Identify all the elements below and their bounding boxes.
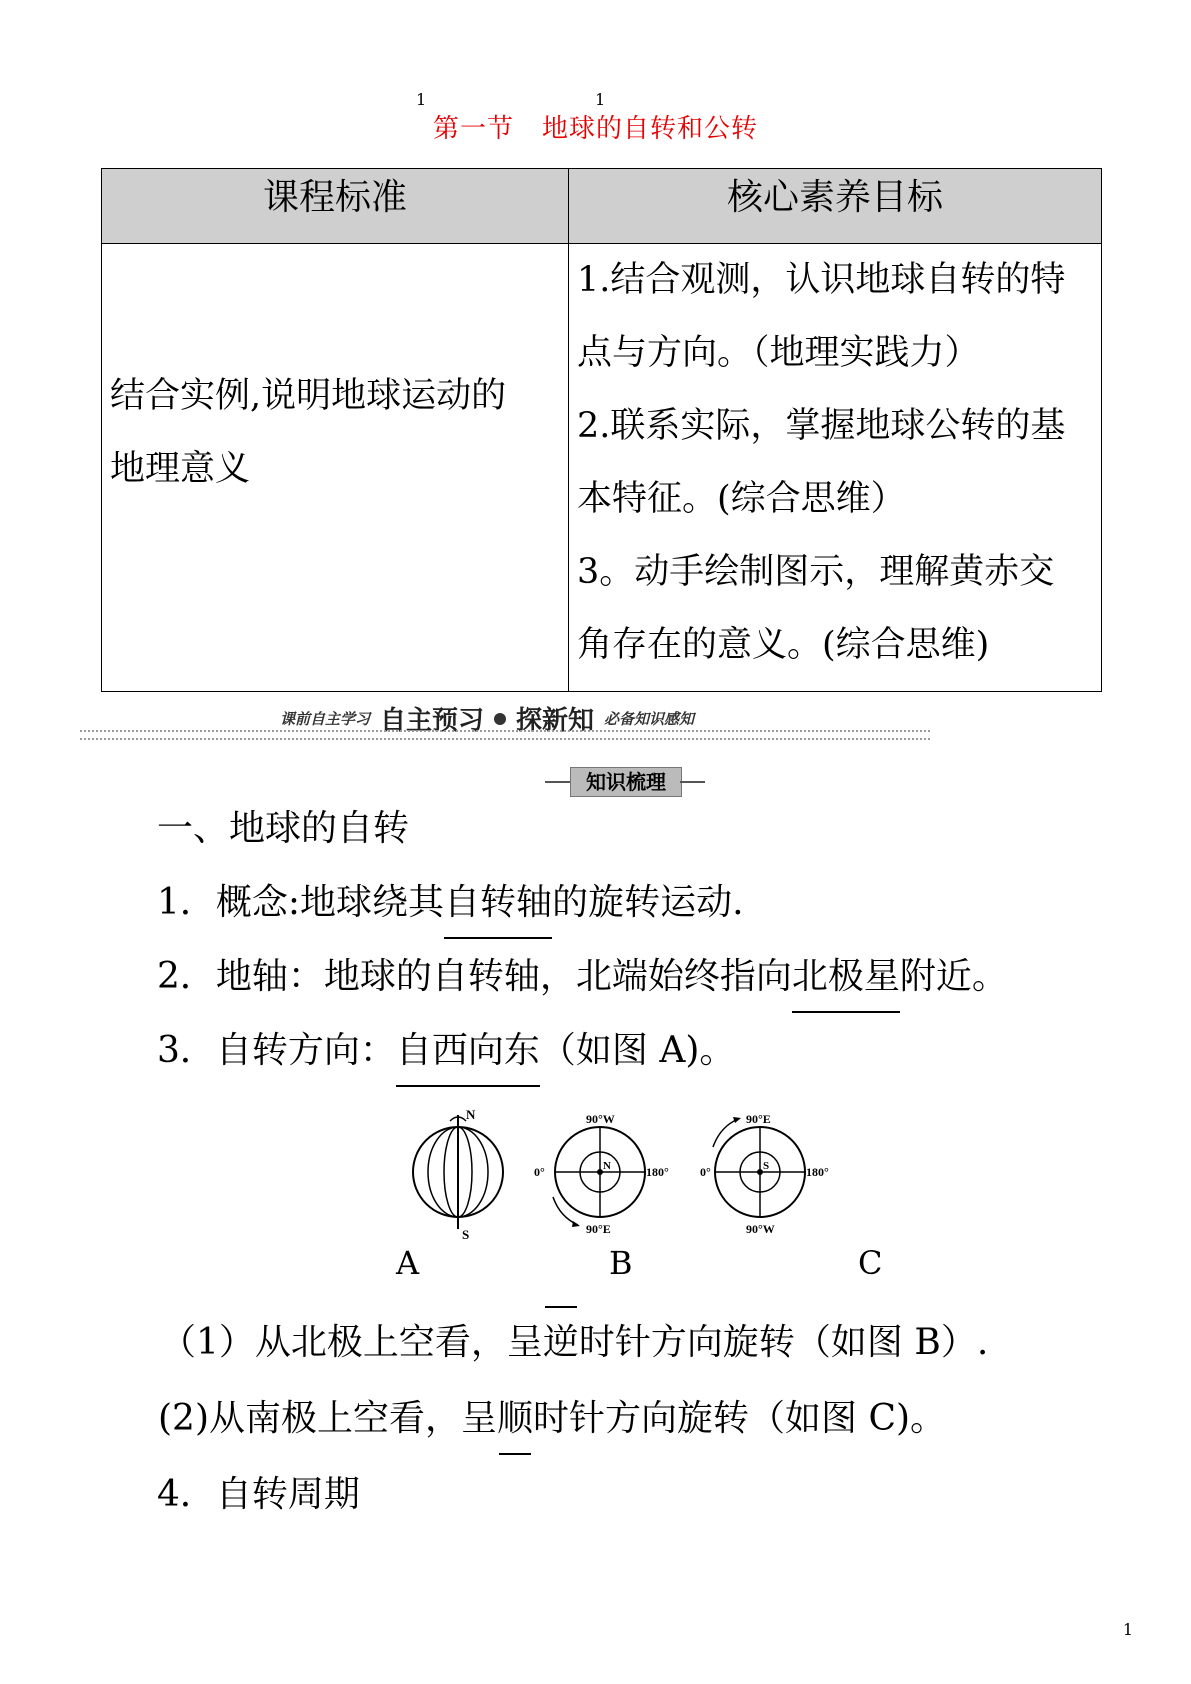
south-label: S xyxy=(462,1227,470,1242)
literacy-cell xyxy=(569,244,1102,692)
section-banner xyxy=(80,700,930,740)
rotation-figure xyxy=(410,1105,850,1245)
globe-c xyxy=(700,1112,829,1236)
superscript-left: 1 xyxy=(416,90,427,109)
col-header-literacy: 核心素养目标 xyxy=(569,169,1102,244)
title-text: 地球的自转和公转 xyxy=(542,114,759,144)
text-segment: 的旋转运动. xyxy=(552,882,744,923)
c-right-label: 180° xyxy=(806,1165,829,1179)
item-concept xyxy=(157,874,744,925)
literacy-line: 角存在的意义。(综合思维) xyxy=(577,625,990,665)
figure-label-b: B xyxy=(609,1244,633,1282)
dotted-divider xyxy=(80,730,930,740)
c-bottom-label: 90°W xyxy=(746,1222,775,1236)
text-segment: 3．自转方向： xyxy=(157,1030,396,1071)
sub-north-view xyxy=(160,1314,988,1365)
sub-south-view xyxy=(158,1390,946,1441)
section-heading: 一、地球的自转 xyxy=(157,808,410,849)
section-label: 第一节 xyxy=(432,114,514,144)
text-segment: 时针方向旋转（如图 C)。 xyxy=(533,1398,947,1439)
figure-label-a: A xyxy=(396,1244,420,1282)
globe-a xyxy=(413,1107,503,1242)
item-axis xyxy=(157,948,1008,999)
banner-right-text: 必备知识感知 xyxy=(604,710,695,728)
literacy-line: 3。动手绘制图示，理解黄赤交 xyxy=(577,552,1055,592)
literacy-line: 2.联系实际，掌握地球公转的基 xyxy=(577,406,1066,446)
arrow-icon xyxy=(572,1221,580,1227)
badge-line-right xyxy=(680,781,705,783)
standard-line: 结合实例,说明地球运动的 xyxy=(110,375,507,416)
literacy-line: 点与方向。（地理实践力） xyxy=(577,333,980,373)
knowledge-badge xyxy=(545,767,705,797)
table-row xyxy=(102,244,1102,692)
text-segment: (2)从南极上空看，呈 xyxy=(158,1398,497,1439)
b-right-label: 180° xyxy=(646,1165,669,1179)
page-number: 1 xyxy=(1122,1620,1133,1639)
b-center-label: N xyxy=(603,1160,611,1172)
text-segment: 2．地轴：地球的自转轴，北端始终指向 xyxy=(157,956,792,997)
item-period: 4．自转周期 xyxy=(157,1474,360,1515)
bullet-icon xyxy=(494,713,506,725)
blank-answer: 顺 xyxy=(497,1390,533,1441)
standard-cell xyxy=(102,244,569,692)
text-segment: 附近。 xyxy=(899,956,1008,997)
text-segment: 时针方向旋转（如图 B）. xyxy=(578,1322,989,1363)
b-left-label: 0° xyxy=(534,1165,545,1179)
arrow-icon xyxy=(733,1117,741,1123)
badge-label: 知识梳理 xyxy=(570,767,682,797)
b-top-label: 90°W xyxy=(586,1112,615,1126)
standard-line: 地理意义 xyxy=(110,448,251,489)
col-header-standard: 课程标准 xyxy=(102,169,569,244)
c-top-label: 90°E xyxy=(746,1112,771,1126)
banner-left-text: 课前自主学习 xyxy=(280,710,371,728)
blank-answer: 逆 xyxy=(543,1314,579,1365)
table-header-row xyxy=(102,169,1102,244)
literacy-line: 1.结合观测，认识地球自转的特 xyxy=(577,260,1066,300)
c-center-label: S xyxy=(763,1160,770,1172)
text-segment: （如图 A)。 xyxy=(539,1030,736,1071)
text-segment: （1）从北极上空看，呈 xyxy=(160,1322,543,1363)
figure-label-c: C xyxy=(858,1244,883,1282)
blank-answer: 自西向东 xyxy=(396,1022,540,1073)
b-bottom-label: 90°E xyxy=(586,1222,611,1236)
banner-main-a: 自主预习 xyxy=(380,706,485,736)
blank-answer: 北极星 xyxy=(792,948,900,999)
badge-line-left xyxy=(545,781,570,783)
globe-b xyxy=(534,1112,669,1236)
north-label: N xyxy=(466,1107,476,1122)
banner-main-b: 探新知 xyxy=(516,706,595,736)
page-title xyxy=(0,108,1191,145)
literacy-line: 本特征。(综合思维） xyxy=(577,479,906,519)
item-direction xyxy=(157,1022,735,1073)
text-segment: 1．概念:地球绕其 xyxy=(157,882,445,923)
blank-answer: 自转轴 xyxy=(444,874,552,925)
standards-table xyxy=(101,168,1102,692)
superscript-right: 1 xyxy=(595,90,606,109)
c-left-label: 0° xyxy=(700,1165,711,1179)
